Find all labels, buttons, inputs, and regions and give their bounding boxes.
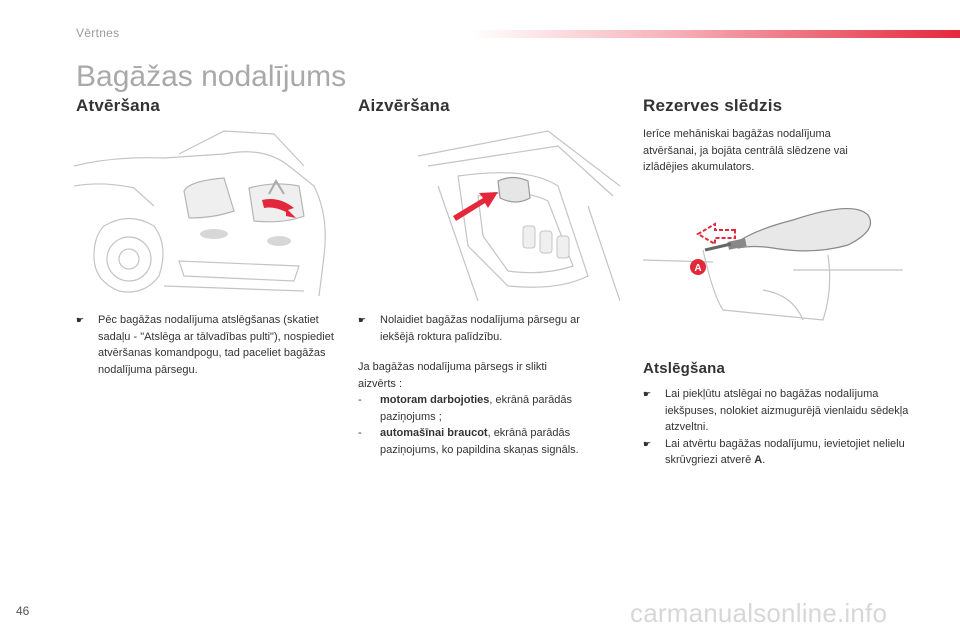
callout-a: A	[694, 263, 702, 274]
closing-item-rest: , ekrānā parādās paziņojums ;	[380, 394, 572, 423]
list-item	[76, 312, 342, 378]
list-item	[643, 436, 913, 469]
unlocking-bullet-text: Lai atvērtu bagāžas nodalījumu, ievietojiet nelielu skrūvgriezi atverē	[665, 437, 905, 466]
section-title-opening: Atvēršana	[76, 96, 161, 115]
closing-item-rest: , ekrānā parādās paziņojums, ko papildina skaņas signāls.	[380, 427, 579, 456]
pointing-hand-icon: ☛	[643, 389, 652, 399]
closing-note-intro: Ja bagāžas nodalījuma pārsegs ir slikti aizvērts :	[358, 361, 547, 390]
page-title: Bagāžas nodalījums	[76, 60, 347, 93]
unlocking-bullet-text: Lai piekļūtu atslēgai no bagāžas nodalījuma iekšpuses, nolokiet aizmugurējā vienlaidu sēdekļa atzveltni.	[665, 388, 909, 433]
car-rear-illustration	[74, 126, 334, 301]
closing-item-bold: automašīnai braucot	[380, 427, 488, 439]
watermark: carmanualsonline.info	[630, 598, 888, 628]
pointing-hand-icon: ☛	[358, 315, 367, 325]
boot-lid-illustration	[358, 126, 620, 301]
list-item: - automašīnai braucot, ekrānā parādās paziņojums, ko papildina skaņas signāls.	[358, 427, 579, 456]
section-title-unlocking: Atslēgšana	[643, 360, 726, 377]
closing-instructions	[358, 312, 616, 458]
closing-item-bold: motoram darbojoties	[380, 394, 490, 406]
column-backup	[643, 96, 913, 116]
pointing-hand-icon: ☛	[643, 438, 652, 449]
list-item	[643, 386, 913, 436]
unlocking-instructions	[643, 386, 913, 469]
opening-bullet-text: Pēc bagāžas nodalījuma atslēgšanas (skatiet sadaļu - "Atslēga ar tālvadības pulti"), nospiediet atvēršanas komandpogu, tad paceliet bagāžas nodalījuma pārsegu.	[98, 314, 334, 376]
list-item	[358, 312, 616, 345]
unlocking-bullet-bold: A	[754, 454, 763, 466]
list-item: - motoram darbojoties, ekrānā parādās paziņojums ;	[358, 394, 572, 423]
closing-bullet-text: Nolaidiet bagāžas nodalījuma pārsegu ar iekšējā roktura palīdzību.	[380, 314, 580, 343]
backup-lock-illustration	[643, 200, 903, 330]
header-label: Vērtnes	[76, 26, 120, 40]
column-closing	[358, 96, 628, 116]
section-title-backup: Rezerves slēdzis	[643, 96, 783, 115]
page-number: 46	[16, 604, 30, 618]
pointing-hand-icon: ☛	[76, 315, 85, 325]
section-title-closing: Aizvēršana	[358, 96, 450, 115]
unlocking-bullet-end: .	[762, 454, 766, 466]
backup-description: Ierīce mehāniskai bagāžas nodalījuma atvēršanai, ja bojāta centrālā slēdzene vai izlādējies akumulators.	[643, 128, 848, 173]
header-accent-bar	[470, 30, 960, 38]
opening-instructions	[76, 312, 342, 378]
column-opening	[76, 96, 346, 116]
